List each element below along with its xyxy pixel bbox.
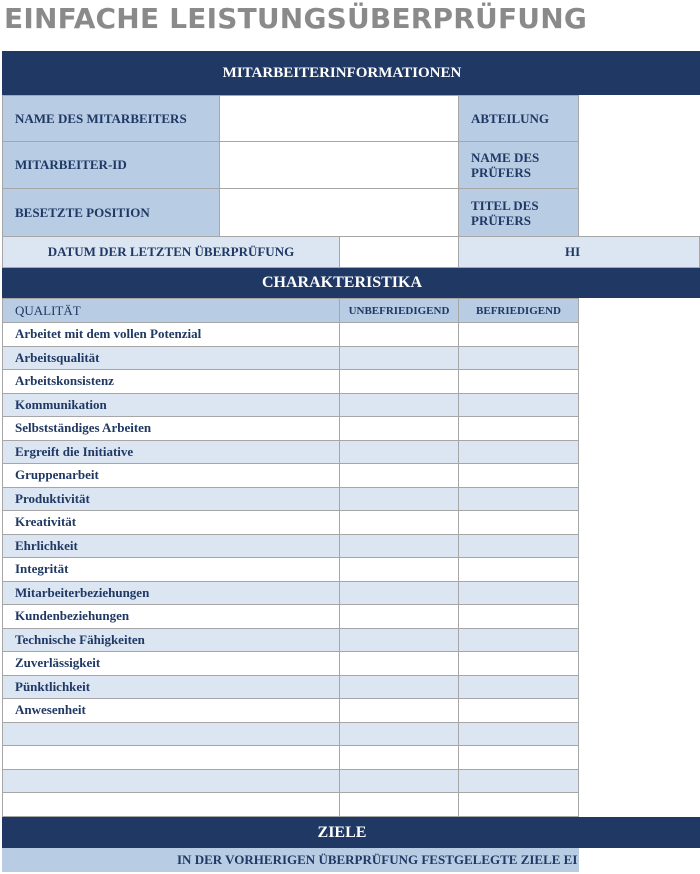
unsatisfactory-cell[interactable]: [339, 557, 459, 582]
unsatisfactory-cell[interactable]: [339, 322, 459, 347]
satisfactory-column-header: BEFRIEDIGEND: [458, 298, 579, 323]
satisfactory-cell[interactable]: [458, 628, 579, 653]
unsatisfactory-cell[interactable]: [339, 769, 459, 794]
characteristic-label: Ehrlichkeit: [2, 534, 340, 559]
characteristic-label: Arbeitet mit dem vollen Potenzial: [2, 322, 340, 347]
satisfactory-cell[interactable]: [458, 769, 579, 794]
characteristic-label: [2, 769, 340, 794]
unsatisfactory-cell[interactable]: [339, 651, 459, 676]
unsatisfactory-cell[interactable]: [339, 416, 459, 441]
satisfactory-cell[interactable]: [458, 487, 579, 512]
characteristic-label: Technische Fähigkeiten: [2, 628, 340, 653]
last-review-date-field[interactable]: [339, 236, 459, 268]
characteristic-label: Selbstständiges Arbeiten: [2, 416, 340, 441]
satisfactory-cell[interactable]: [458, 745, 579, 770]
satisfactory-cell[interactable]: [458, 369, 579, 394]
goals-header-label: ZIELE: [317, 823, 367, 841]
satisfactory-cell[interactable]: [458, 346, 579, 371]
previous-goals-label-text: IN DER VORHERIGEN ÜBERPRÜFUNG FESTGELEGTE ZIELE EI: [177, 852, 578, 867]
characteristic-label: Anwesenheit: [2, 698, 340, 723]
unsatisfactory-cell[interactable]: [339, 393, 459, 418]
characteristic-label: Produktivität: [2, 487, 340, 512]
reviewer-title-label: TITEL DES PRÜFERS: [458, 188, 579, 237]
unsatisfactory-cell[interactable]: [339, 604, 459, 629]
characteristic-label: Arbeitsqualität: [2, 346, 340, 371]
employee-info-header-label: MITARBEITERINFORMATIONEN: [222, 64, 462, 81]
employee-name-label: NAME DES MITARBEITERS: [2, 95, 220, 142]
unsatisfactory-cell[interactable]: [339, 534, 459, 559]
unsatisfactory-cell[interactable]: [339, 581, 459, 606]
reviewer-title-field[interactable]: [579, 188, 700, 237]
position-field[interactable]: [219, 188, 459, 237]
characteristic-label: [2, 722, 340, 747]
unsatisfactory-cell[interactable]: [339, 487, 459, 512]
employee-id-label: MITARBEITER-ID: [2, 141, 220, 189]
characteristic-label: Zuverlässigkeit: [2, 651, 340, 676]
unsatisfactory-cell[interactable]: [339, 698, 459, 723]
satisfactory-cell[interactable]: [458, 534, 579, 559]
characteristics-header-label: CHARAKTERISTIKA: [261, 274, 423, 291]
reviewer-name-field[interactable]: [579, 141, 700, 189]
satisfactory-cell[interactable]: [458, 510, 579, 535]
satisfactory-cell[interactable]: [458, 675, 579, 700]
satisfactory-cell[interactable]: [458, 322, 579, 347]
characteristic-label: Kundenbeziehungen: [2, 604, 340, 629]
satisfactory-cell[interactable]: [458, 463, 579, 488]
characteristic-label: [2, 792, 340, 817]
satisfactory-cell[interactable]: [458, 557, 579, 582]
satisfactory-cell[interactable]: [458, 698, 579, 723]
reviewer-name-label: NAME DES PRÜFERS: [458, 141, 579, 189]
unsatisfactory-cell[interactable]: [339, 463, 459, 488]
satisfactory-cell[interactable]: [458, 416, 579, 441]
unsatisfactory-cell[interactable]: [339, 792, 459, 817]
truncated-label: [458, 236, 700, 268]
previous-goals-label: [2, 848, 579, 872]
employee-name-field[interactable]: [219, 95, 459, 142]
unsatisfactory-column-header: UNBEFRIEDIGEND: [339, 298, 459, 323]
last-review-date-label: DATUM DER LETZTEN ÜBERPRÜFUNG: [2, 236, 340, 268]
satisfactory-cell[interactable]: [458, 581, 579, 606]
unsatisfactory-cell[interactable]: [339, 510, 459, 535]
truncated-label-text: HI: [565, 244, 581, 259]
characteristic-label: Mitarbeiterbeziehungen: [2, 581, 340, 606]
unsatisfactory-cell[interactable]: [339, 675, 459, 700]
employee-info-header: [2, 51, 700, 95]
satisfactory-cell[interactable]: [458, 792, 579, 817]
department-field[interactable]: [579, 95, 700, 142]
unsatisfactory-cell[interactable]: [339, 346, 459, 371]
position-label: BESETZTE POSITION: [2, 188, 220, 237]
quality-column-header: QUALITÄT: [2, 298, 340, 323]
satisfactory-cell[interactable]: [458, 604, 579, 629]
satisfactory-cell[interactable]: [458, 393, 579, 418]
characteristic-label: Gruppenarbeit: [2, 463, 340, 488]
unsatisfactory-cell[interactable]: [339, 722, 459, 747]
employee-id-field[interactable]: [219, 141, 459, 189]
unsatisfactory-cell[interactable]: [339, 369, 459, 394]
satisfactory-cell[interactable]: [458, 440, 579, 465]
characteristic-label: Kommunikation: [2, 393, 340, 418]
unsatisfactory-cell[interactable]: [339, 628, 459, 653]
characteristic-label: Pünktlichkeit: [2, 675, 340, 700]
characteristics-header: [2, 268, 700, 298]
characteristic-label: Integrität: [2, 557, 340, 582]
unsatisfactory-cell[interactable]: [339, 440, 459, 465]
goals-header: [2, 817, 700, 848]
satisfactory-cell[interactable]: [458, 651, 579, 676]
department-label: ABTEILUNG: [458, 95, 579, 142]
characteristic-label: Ergreift die Initiative: [2, 440, 340, 465]
unsatisfactory-cell[interactable]: [339, 745, 459, 770]
page-title: EINFACHE LEISTUNGSÜBERPRÜFUNG: [4, 2, 588, 35]
characteristic-label: [2, 745, 340, 770]
characteristic-label: Arbeitskonsistenz: [2, 369, 340, 394]
characteristic-label: Kreativität: [2, 510, 340, 535]
satisfactory-cell[interactable]: [458, 722, 579, 747]
